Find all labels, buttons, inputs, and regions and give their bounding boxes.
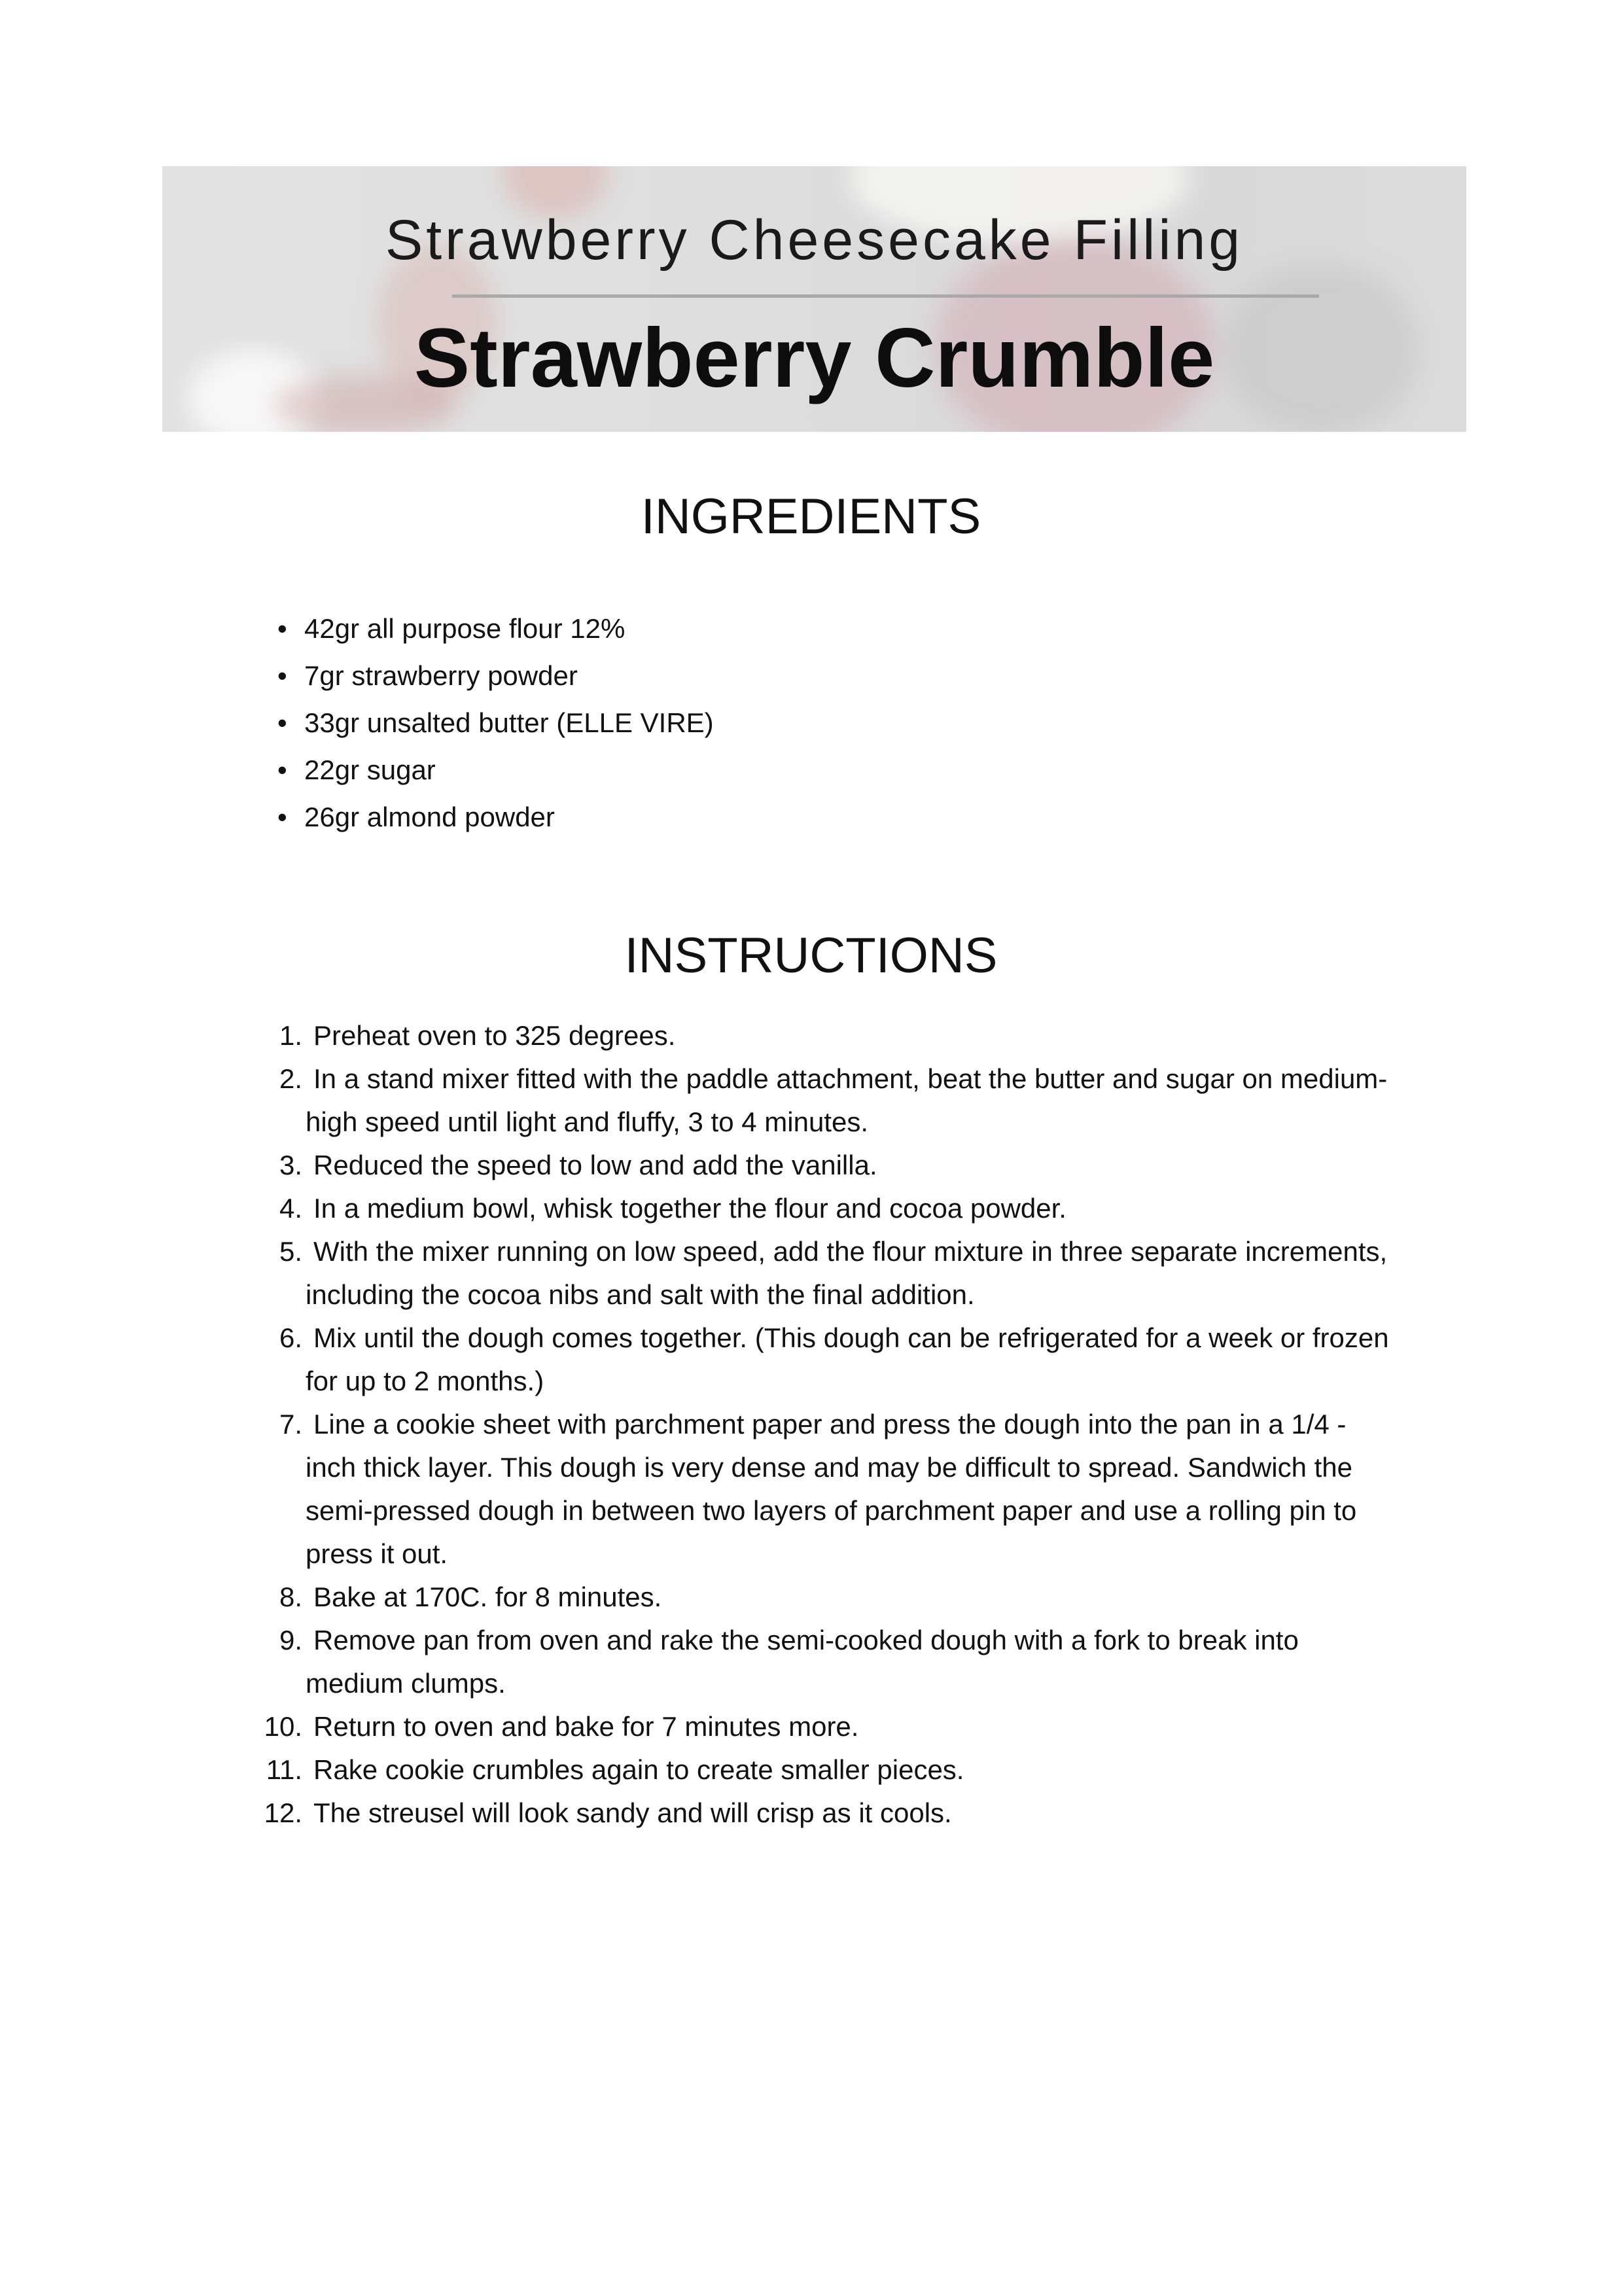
bullet: • xyxy=(277,613,287,644)
instruction-step xyxy=(0,1014,1622,1057)
step-number: 12. xyxy=(264,1797,302,1828)
ingredients-heading: INGREDIENTS xyxy=(641,489,981,544)
bullet: • xyxy=(277,802,287,832)
ingredient-text: 42gr all purpose flour 12% xyxy=(304,613,626,644)
instructions-list xyxy=(0,1014,1622,1835)
step-text: Line a cookie sheet with parchment paper and press the dough into the pan in a 1/4 -inch thick layer. This dough is very dense and may be difficult to spread. Sandwich the semi-pressed dough in between two layers of parchment paper and use a rolling pin to press it out. xyxy=(306,1409,1357,1569)
bullet: • xyxy=(277,660,287,691)
ingredient-text: 26gr almond powder xyxy=(304,802,555,832)
recipe-title: Strawberry Crumble xyxy=(414,311,1215,405)
step-text: Return to oven and bake for 7 minutes more. xyxy=(313,1711,859,1742)
instructions-heading: INSTRUCTIONS xyxy=(624,928,998,983)
instruction-step xyxy=(0,1705,1622,1748)
header-banner xyxy=(162,166,1466,432)
step-text: Bake at 170C. for 8 minutes. xyxy=(313,1581,662,1612)
instruction-step xyxy=(0,1748,1622,1792)
step-text: Reduced the speed to low and add the vanilla. xyxy=(313,1150,877,1180)
step-number: 1. xyxy=(279,1020,302,1051)
step-text: In a stand mixer fitted with the paddle attachment, beat the butter and sugar on medium-high speed until light and fluffy, 3 to 4 minutes. xyxy=(306,1063,1388,1137)
step-number: 4. xyxy=(279,1193,302,1224)
step-number: 2. xyxy=(279,1063,302,1094)
ingredient-text: 7gr strawberry powder xyxy=(304,660,578,691)
step-number: 9. xyxy=(279,1625,302,1655)
instruction-step xyxy=(0,1057,1622,1144)
step-number: 5. xyxy=(279,1236,302,1267)
ingredient-text: 33gr unsalted butter (ELLE VIRE) xyxy=(304,707,714,738)
step-text: The streusel will look sandy and will crisp as it cools. xyxy=(313,1797,952,1828)
instruction-step xyxy=(0,1403,1622,1576)
step-text: In a medium bowl, whisk together the flour and cocoa powder. xyxy=(313,1193,1067,1224)
instruction-step xyxy=(0,1230,1622,1316)
instruction-step xyxy=(0,1144,1622,1187)
step-number: 11. xyxy=(266,1754,302,1785)
step-number: 10. xyxy=(264,1711,302,1742)
step-number: 7. xyxy=(279,1409,302,1439)
bullet: • xyxy=(277,754,287,785)
ingredient-text: 22gr sugar xyxy=(304,754,436,785)
instruction-step xyxy=(0,1187,1622,1230)
instruction-step xyxy=(0,1792,1622,1835)
step-text: Remove pan from oven and rake the semi-cooked dough with a fork to break into medium clumps. xyxy=(306,1625,1299,1699)
recipe-subtitle: Strawberry Cheesecake Filling xyxy=(385,209,1244,272)
step-text: With the mixer running on low speed, add the flour mixture in three separate increments, including the cocoa nibs and salt with the final addition. xyxy=(306,1236,1388,1310)
step-text: Rake cookie crumbles again to create smaller pieces. xyxy=(313,1754,964,1785)
step-number: 3. xyxy=(279,1150,302,1180)
title-divider xyxy=(452,294,1319,298)
step-number: 8. xyxy=(279,1581,302,1612)
step-text: Mix until the dough comes together. (This dough can be refrigerated for a week or frozen for up to 2 months.) xyxy=(306,1322,1389,1396)
instruction-step xyxy=(0,1576,1622,1619)
instruction-step xyxy=(0,1619,1622,1705)
bullet: • xyxy=(277,707,287,738)
step-text: Preheat oven to 325 degrees. xyxy=(313,1020,676,1051)
instruction-step xyxy=(0,1316,1622,1403)
step-number: 6. xyxy=(279,1322,302,1353)
